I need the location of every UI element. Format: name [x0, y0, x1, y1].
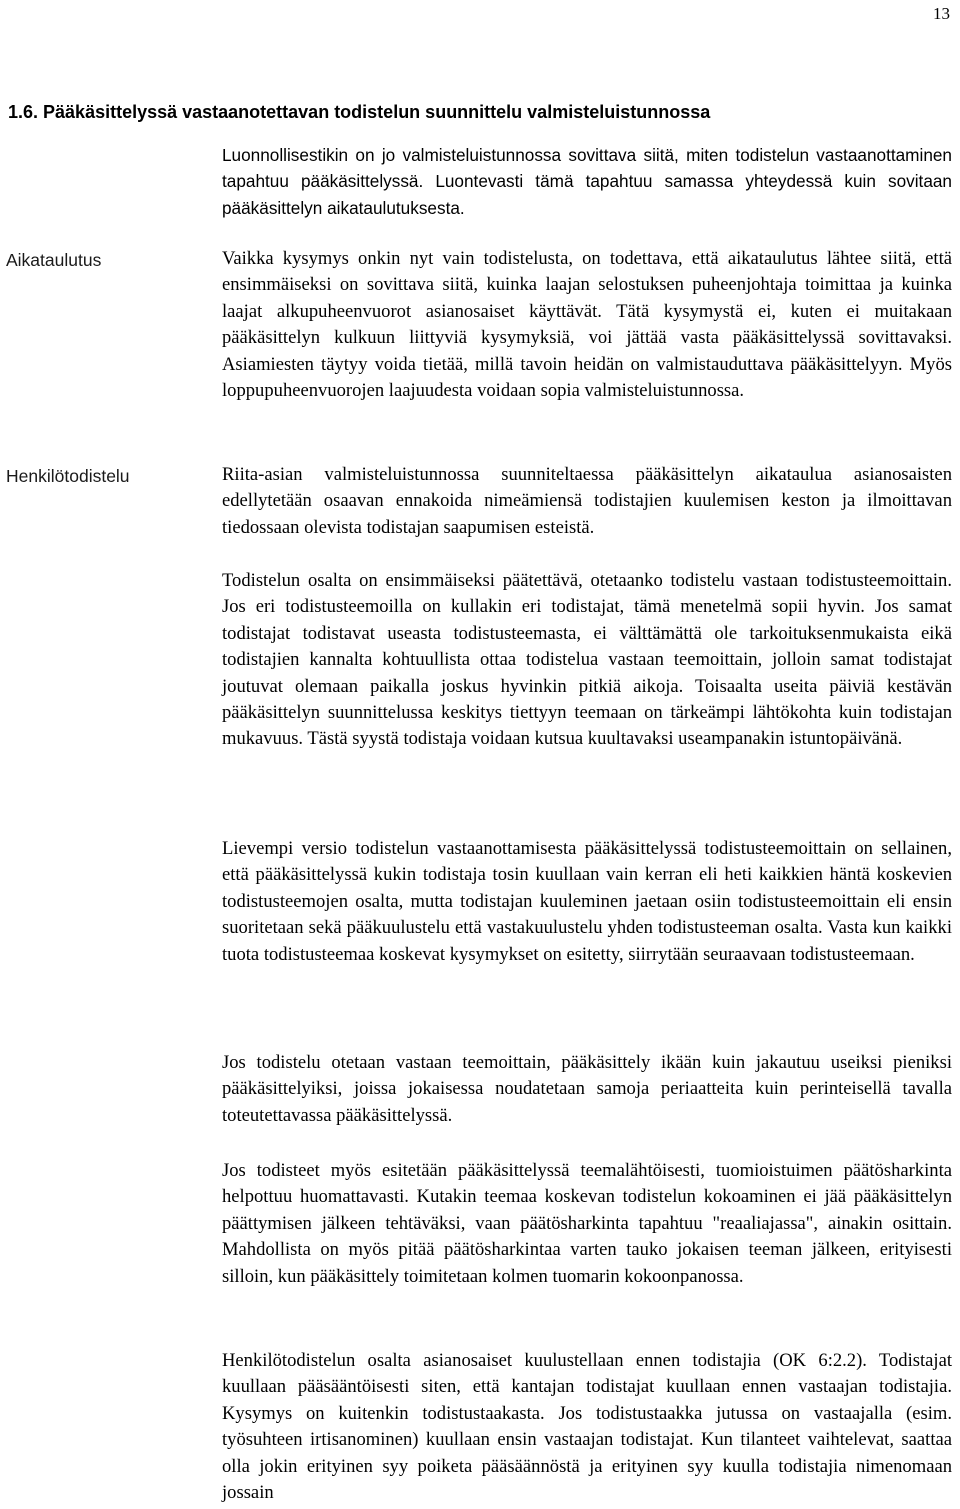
margin-label-scheduling: Aikataulutus: [6, 250, 102, 270]
margin-label-personal-evidence: Henkilötodistelu: [6, 466, 130, 486]
section-heading: 1.6. Pääkäsittelyssä vastaanotettavan todistelun suunnittelu valmisteluistunnossa: [8, 102, 711, 122]
paragraph-themes-decision: Todistelun osalta on ensimmäiseksi päätettävä, otetaanko todistelu vastaan todistusteemoittain. Jos eri todistusteemoilla on kullakin eri todistajat, tämä menetelmä sopii hyvin. Jos samat todistajat todistavat useasta todistusteemasta, ei välttämättä ole tarkoituksenmukaista eikä todistajien kannalta kohtuullista ottaa todistelua vastaan teemoittain, jolloin samat todistajat joutuvat olemaan paikalla joskus hyvinkin pitkiä aikoja. Toisaalta useita päiviä kestävän pääkäsittelyn suunnittelussa keskitys tiettyyn teemaan on tärkeämpi lähtökohta kuin todistajan mukavuus. Tästä syystä todistaja voidaan kutsua kuultavaksi useampanakin istuntopäivänä.: [222, 570, 952, 750]
paragraph-scheduling: Vaikka kysymys onkin nyt vain todistelusta, on todettava, että aikataulutus lähtee siitä, että ensimmäiseksi on sovittava siitä, kuinka laajan selostuksen puheenjohtaja toimittaa ja kuinka laajat alkupuheenvuorot asianosaiset käyttävät. Tätä kysymystä ei, kuten ei muitakaan pääkäsittelyn kulkuun liittyviä kysymyksiä, voi jättää vasta pääkäsittelyssä sovittavaksi. Asiamiesten täytyy voida tietää, millä tavoin heidän on valmistauduttava pääkäsittelyyn. Myös loppupuheenvuorojen laajuudesta voidaan sopia valmisteluistunnossa.: [222, 248, 952, 402]
paragraph-parties-heard: Henkilötodistelun osalta asianosaiset kuulustellaan ennen todistajia (OK 6:2.2). Todistajat kuullaan pääsääntöisesti siten, että kantajan todistajat kuullaan ennen vastaajan todistajia. Kysymys on kuitenkin todistustaakasta. Jos todistustaakka jutussa on vastaajalla (esim. työsuhteen irtisanominen) kuullaan ensin vastaajan todistajat. Kun tilanteet vaihtelevat, saattaa olla jokin erityinen syy poiketa pääsäännöstä ja erityinen syy kuulla todistajia nimenomaan jossain: [222, 1350, 952, 1504]
paragraph-personal-evidence: Riita-asian valmisteluistunnossa suunniteltaessa pääkäsittelyn aikataulua asianosaisten edellytetään osaavan ennakoida nimeämiensä todistajien kuulemisen keston ja ilmoittavan tiedossaan olevista todistajan saapumisen esteistä.: [222, 464, 952, 538]
paragraph-lighter-version: Lievempi versio todistelun vastaanottamisesta pääkäsittelyssä todistusteemoittain on sellainen, että pääkäsittelyssä kukin todistaja tosin kuullaan vain kerran eli heti kaikkien häntä koskevien todistusteemojen osalta, mutta todistajan kuuleminen jaetaan osiin todistusteemoittain eli ensin suoritetaan sekä pääkuulustelu että vastakuulustelu yhden todistusteeman osalta. Vasta kun kaikki tuota todistusteemaa koskevat kysymykset on esitetty, siirrytään seuraavaan todistusteemaan.: [222, 838, 952, 965]
page-number: 13: [933, 4, 950, 23]
paragraph-split-sessions: Jos todistelu otetaan vastaan teemoittain, pääkäsittely ikään kuin jakautuu useiksi pieniksi pääkäsittelyiksi, joissa jokaisessa noudatetaan samoja periaatteita kuin perinteisellä tavalla toteutettavassa pääkäsittelyssä.: [222, 1052, 952, 1126]
paragraph-intro: Luonnollisestikin on jo valmisteluistunnossa sovittava siitä, miten todistelun vastaanottaminen tapahtuu pääkäsittelyssä. Luontevasti tämä tapahtuu samassa yhteydessä kuin sovitaan pääkäsittelyn aikataulutuksesta.: [222, 145, 952, 218]
paragraph-deliberation: Jos todisteet myös esitetään pääkäsittelyssä teemalähtöisesti, tuomioistuimen päätösharkinta helpottuu huomattavasti. Kutakin teemaa koskevan todistelun kokoaminen ei jää pääkäsittelyn päättymisen jälkeen tehtäväksi, vaan päätösharkinta tapahtuu "reaaliajassa", ainakin osittain. Mahdollista on myös pitää päätösharkintaa varten tauko jokaisen teeman jälkeen, erityisesti silloin, kun pääkäsittely toimitetaan kolmen tuomarin kokoonpanossa.: [222, 1160, 952, 1287]
